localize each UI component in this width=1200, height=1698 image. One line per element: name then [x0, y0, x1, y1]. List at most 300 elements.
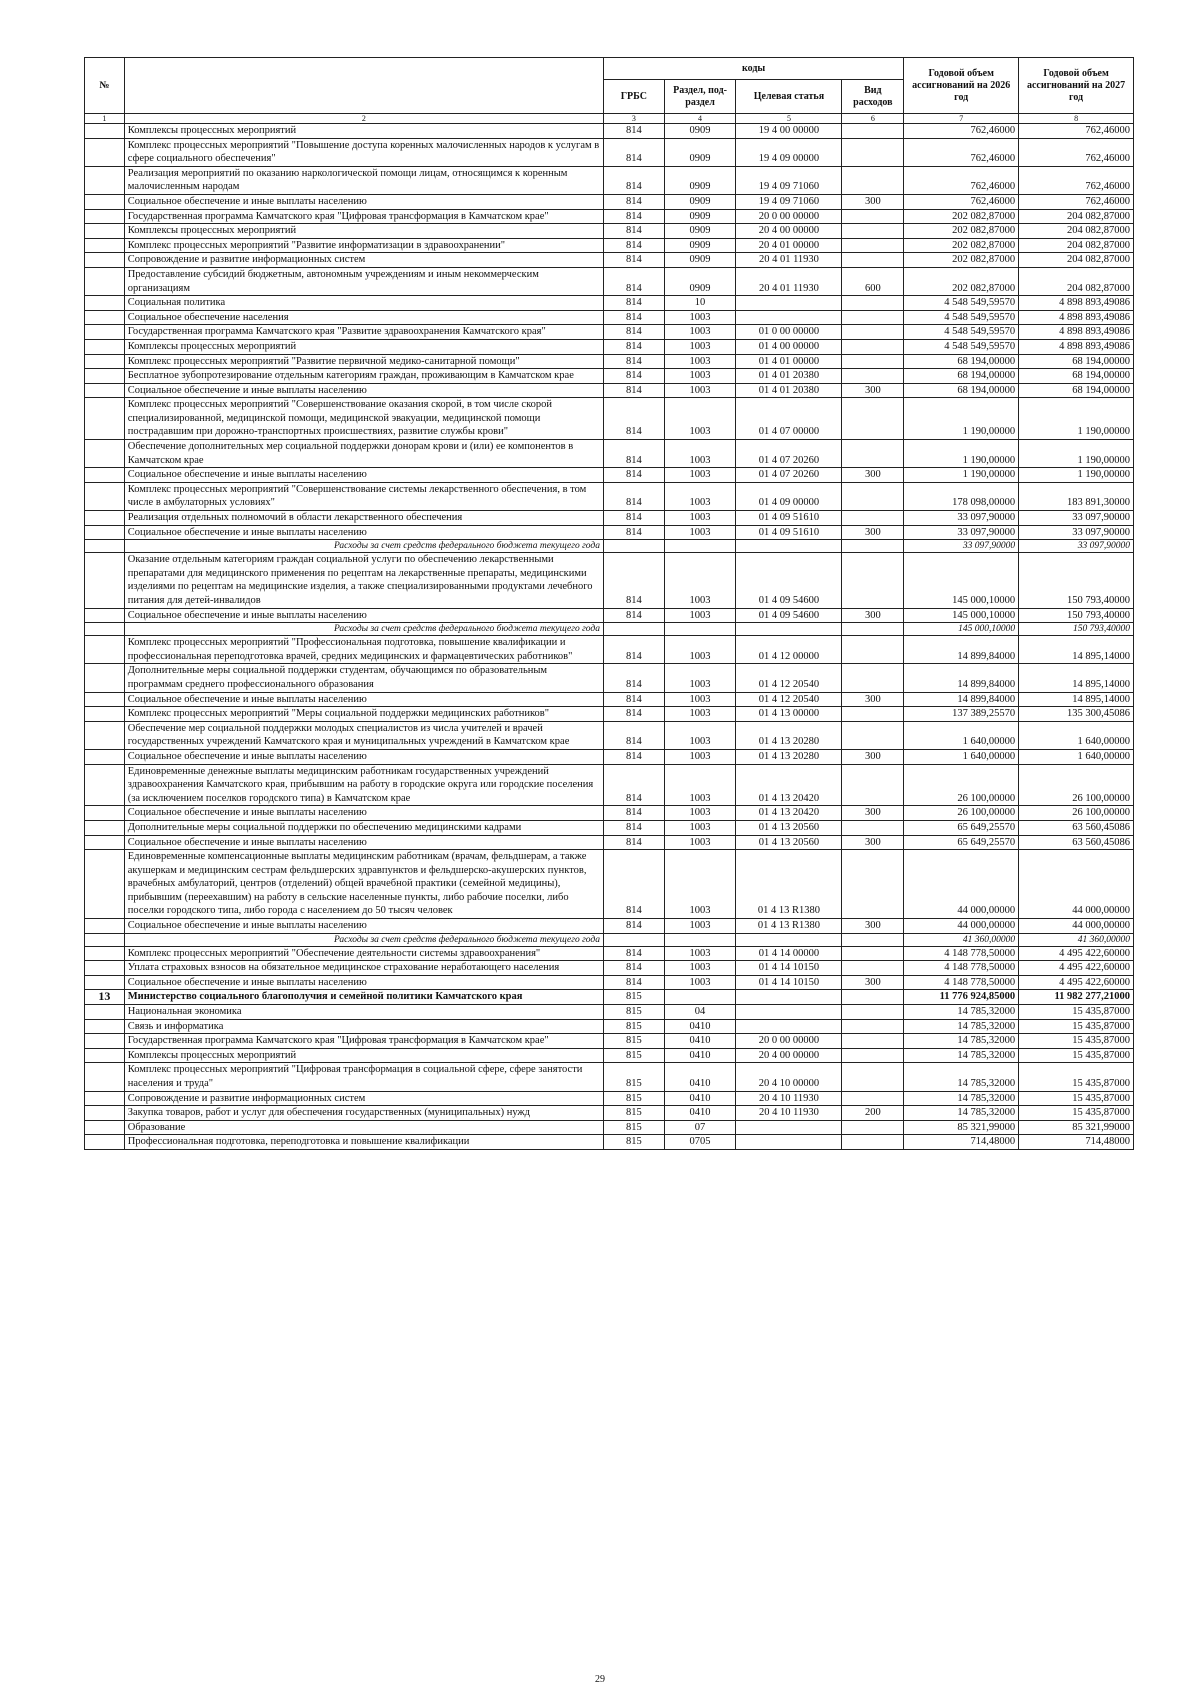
row-grbs: 814: [603, 124, 664, 139]
row-expense-type: [842, 664, 904, 692]
row-target-article: [736, 990, 842, 1005]
row-expense-type: [842, 850, 904, 919]
header-y2027: Годовой объем ассигнований на 2027 год: [1019, 58, 1134, 114]
row-name: Дополнительные меры социальной поддержки по обеспечению медицинскими кадрами: [124, 820, 603, 835]
table-row: [85, 398, 1134, 440]
row-name: Социальная политика: [124, 296, 603, 311]
table-row: [85, 664, 1134, 692]
row-razdel: 1003: [664, 721, 736, 749]
row-grbs: 814: [603, 398, 664, 440]
row-target-article: 01 4 13 R1380: [736, 850, 842, 919]
row-expense-type: [842, 511, 904, 526]
row-grbs: 814: [603, 354, 664, 369]
table-row: [85, 310, 1134, 325]
table-row: [85, 1005, 1134, 1020]
row-amount-2027: 15 435,87000: [1019, 1019, 1134, 1034]
row-grbs: 815: [603, 1135, 664, 1150]
row-grbs: 814: [603, 296, 664, 311]
table-body: [85, 124, 1134, 1150]
row-number: [85, 354, 125, 369]
table-row: [85, 511, 1134, 526]
col-index: 4: [664, 114, 736, 124]
row-amount-2026: 202 082,87000: [904, 224, 1019, 239]
row-razdel: 04: [664, 1005, 736, 1020]
row-expense-type: [842, 209, 904, 224]
row-grbs: 814: [603, 310, 664, 325]
row-grbs: 814: [603, 721, 664, 749]
row-number: [85, 296, 125, 311]
row-grbs: 814: [603, 850, 664, 919]
row-razdel: 1003: [664, 468, 736, 483]
row-expense-type: [842, 636, 904, 664]
row-amount-2027: 68 194,00000: [1019, 383, 1134, 398]
table-row: [85, 124, 1134, 139]
row-target-article: 01 4 09 51610: [736, 525, 842, 540]
row-grbs: 815: [603, 1120, 664, 1135]
table-row: [85, 482, 1134, 510]
row-expense-type: [842, 990, 904, 1005]
table-row: [85, 253, 1134, 268]
row-target-article: 01 4 09 54600: [736, 553, 842, 608]
row-name: Обеспечение дополнительных мер социальной поддержки донорам крови и (или) ее компонентов в Камчатском крае: [124, 440, 603, 468]
row-number: [85, 1005, 125, 1020]
row-razdel: 1003: [664, 553, 736, 608]
row-amount-2026: 26 100,00000: [904, 806, 1019, 821]
federal-budget-row: [85, 623, 1134, 636]
table-row: [85, 919, 1134, 934]
row-expense-type: 300: [842, 975, 904, 990]
row-name: Расходы за счет средств федерального бюджета текущего года: [124, 540, 603, 553]
row-number: [85, 707, 125, 722]
row-name: Комплекс процессных мероприятий "Совершенствование системы лекарственного обеспечения, в том числе в амбулаторных условиях": [124, 482, 603, 510]
column-index-row: [85, 114, 1134, 124]
table-row: [85, 806, 1134, 821]
header-name: [124, 58, 603, 114]
row-grbs: 814: [603, 707, 664, 722]
row-amount-2027: 15 435,87000: [1019, 1063, 1134, 1091]
row-amount-2026: 145 000,10000: [904, 623, 1019, 636]
row-name: Социальное обеспечение и иные выплаты населению: [124, 468, 603, 483]
row-expense-type: [842, 398, 904, 440]
row-amount-2026: 145 000,10000: [904, 553, 1019, 608]
row-expense-type: [842, 138, 904, 166]
row-number: [85, 806, 125, 821]
row-amount-2027: 15 435,87000: [1019, 1048, 1134, 1063]
row-name: Национальная экономика: [124, 1005, 603, 1020]
row-razdel: 1003: [664, 511, 736, 526]
row-grbs: [603, 540, 664, 553]
row-number: [85, 166, 125, 194]
row-amount-2026: 11 776 924,85000: [904, 990, 1019, 1005]
row-amount-2027: 150 793,40000: [1019, 553, 1134, 608]
row-razdel: 0909: [664, 238, 736, 253]
row-expense-type: [842, 325, 904, 340]
row-grbs: 814: [603, 806, 664, 821]
row-razdel: 0909: [664, 267, 736, 295]
row-number: [85, 138, 125, 166]
row-grbs: 814: [603, 194, 664, 209]
row-amount-2027: 33 097,90000: [1019, 525, 1134, 540]
row-amount-2027: 204 082,87000: [1019, 267, 1134, 295]
row-amount-2026: 202 082,87000: [904, 238, 1019, 253]
table-row: [85, 383, 1134, 398]
row-number: [85, 440, 125, 468]
row-amount-2027: 150 793,40000: [1019, 608, 1134, 623]
row-target-article: [736, 296, 842, 311]
row-name: Комплексы процессных мероприятий: [124, 124, 603, 139]
row-target-article: 01 4 09 51610: [736, 511, 842, 526]
row-razdel: 1003: [664, 310, 736, 325]
row-name: Социальное обеспечение и иные выплаты населению: [124, 525, 603, 540]
row-grbs: 814: [603, 749, 664, 764]
row-amount-2027: 204 082,87000: [1019, 253, 1134, 268]
row-expense-type: [842, 296, 904, 311]
table-row: [85, 1091, 1134, 1106]
row-number: [85, 835, 125, 850]
budget-table-sheet: [84, 57, 1134, 1150]
table-row: [85, 835, 1134, 850]
row-razdel: 0705: [664, 1135, 736, 1150]
row-name: Социальное обеспечение и иные выплаты населению: [124, 692, 603, 707]
row-name: Комплексы процессных мероприятий: [124, 224, 603, 239]
row-grbs: [603, 623, 664, 636]
row-amount-2027: 4 898 893,49086: [1019, 310, 1134, 325]
row-amount-2027: 26 100,00000: [1019, 764, 1134, 806]
row-expense-type: [842, 540, 904, 553]
row-name: Государственная программа Камчатского края "Цифровая трансформация в Камчатском крае": [124, 209, 603, 224]
row-expense-type: 300: [842, 383, 904, 398]
row-name: Комплекс процессных мероприятий "Повышение доступа коренных малочисленных народов к услугам в сфере социального обеспечения": [124, 138, 603, 166]
row-name: Социальное обеспечение и иные выплаты населению: [124, 194, 603, 209]
table-row: [85, 1048, 1134, 1063]
row-number: [85, 1106, 125, 1121]
row-amount-2027: 63 560,45086: [1019, 835, 1134, 850]
row-amount-2026: 65 649,25570: [904, 835, 1019, 850]
row-target-article: 01 4 07 00000: [736, 398, 842, 440]
header-y2026: Годовой объем ассигнований на 2026 год: [904, 58, 1019, 114]
table-row: [85, 354, 1134, 369]
row-razdel: 1003: [664, 339, 736, 354]
row-number: [85, 468, 125, 483]
row-number: [85, 383, 125, 398]
row-amount-2027: 15 435,87000: [1019, 1091, 1134, 1106]
row-amount-2026: 1 190,00000: [904, 468, 1019, 483]
row-razdel: 10: [664, 296, 736, 311]
row-razdel: 1003: [664, 806, 736, 821]
row-amount-2027: 1 640,00000: [1019, 749, 1134, 764]
row-number: [85, 482, 125, 510]
row-target-article: [736, 623, 842, 636]
row-number: [85, 253, 125, 268]
row-expense-type: [842, 764, 904, 806]
table-row: [85, 636, 1134, 664]
col-index: 8: [1019, 114, 1134, 124]
row-number: [85, 623, 125, 636]
row-target-article: 20 4 10 11930: [736, 1106, 842, 1121]
row-amount-2027: 714,48000: [1019, 1135, 1134, 1150]
row-grbs: 814: [603, 468, 664, 483]
table-row: [85, 608, 1134, 623]
row-amount-2026: 1 640,00000: [904, 749, 1019, 764]
row-razdel: 0909: [664, 166, 736, 194]
col-index: 7: [904, 114, 1019, 124]
row-grbs: 814: [603, 166, 664, 194]
table-row: [85, 339, 1134, 354]
federal-budget-row: [85, 933, 1134, 946]
table-row: [85, 721, 1134, 749]
row-amount-2027: 150 793,40000: [1019, 623, 1134, 636]
row-amount-2026: 65 649,25570: [904, 820, 1019, 835]
row-razdel: 0410: [664, 1019, 736, 1034]
federal-budget-row: [85, 540, 1134, 553]
table-row: [85, 238, 1134, 253]
row-expense-type: [842, 623, 904, 636]
row-expense-type: [842, 482, 904, 510]
row-amount-2026: 33 097,90000: [904, 511, 1019, 526]
row-target-article: [736, 933, 842, 946]
row-number: [85, 511, 125, 526]
row-amount-2027: 33 097,90000: [1019, 540, 1134, 553]
col-index: 3: [603, 114, 664, 124]
row-expense-type: [842, 553, 904, 608]
row-expense-type: [842, 253, 904, 268]
row-expense-type: 600: [842, 267, 904, 295]
row-grbs: 814: [603, 267, 664, 295]
row-razdel: 0410: [664, 1034, 736, 1049]
table-row: [85, 990, 1134, 1005]
row-amount-2027: 762,46000: [1019, 138, 1134, 166]
row-grbs: 815: [603, 1048, 664, 1063]
row-name: Комплексы процессных мероприятий: [124, 1048, 603, 1063]
row-amount-2027: 4 898 893,49086: [1019, 339, 1134, 354]
row-target-article: [736, 1019, 842, 1034]
row-name: Обеспечение мер социальной поддержки молодых специалистов из числа учителей и врачей государственных учреждений Камчатского края и муниципальных учреждений в Камчатском крае: [124, 721, 603, 749]
row-amount-2027: 204 082,87000: [1019, 224, 1134, 239]
row-number: [85, 946, 125, 961]
row-number: [85, 1063, 125, 1091]
row-razdel: 1003: [664, 369, 736, 384]
row-target-article: 01 0 00 00000: [736, 325, 842, 340]
row-number: [85, 721, 125, 749]
row-amount-2026: 26 100,00000: [904, 764, 1019, 806]
row-expense-type: 300: [842, 749, 904, 764]
row-amount-2026: 14 785,32000: [904, 1019, 1019, 1034]
table-row: [85, 820, 1134, 835]
header-vr: Вид расходов: [842, 80, 904, 114]
row-razdel: [664, 540, 736, 553]
row-expense-type: 300: [842, 692, 904, 707]
row-target-article: 01 4 09 00000: [736, 482, 842, 510]
row-amount-2027: 44 000,00000: [1019, 919, 1134, 934]
row-razdel: 1003: [664, 440, 736, 468]
row-amount-2026: 4 148 778,50000: [904, 975, 1019, 990]
row-amount-2026: 4 548 549,59570: [904, 325, 1019, 340]
row-name: Единовременные денежные выплаты медицинским работникам государственных учреждений здравоохранения Камчатского края, прибывшим на работу в городские округа или городские поселения (за исключением поселков городского типа) в Камчатском крае: [124, 764, 603, 806]
row-razdel: 0410: [664, 1063, 736, 1091]
row-amount-2026: 714,48000: [904, 1135, 1019, 1150]
row-expense-type: [842, 707, 904, 722]
header-num: №: [85, 58, 125, 114]
row-razdel: 0909: [664, 124, 736, 139]
row-grbs: 815: [603, 1005, 664, 1020]
table-row: [85, 961, 1134, 976]
row-name: Комплексы процессных мероприятий: [124, 339, 603, 354]
row-target-article: 01 4 14 00000: [736, 946, 842, 961]
row-amount-2027: 14 895,14000: [1019, 692, 1134, 707]
row-grbs: 814: [603, 919, 664, 934]
row-amount-2027: 14 895,14000: [1019, 636, 1134, 664]
row-razdel: [664, 933, 736, 946]
row-razdel: 0410: [664, 1091, 736, 1106]
row-name: Бесплатное зубопротезирование отдельным категориям граждан, проживающим в Камчатском крае: [124, 369, 603, 384]
row-amount-2027: 762,46000: [1019, 124, 1134, 139]
header-row-1: [85, 58, 1134, 80]
table-row: [85, 325, 1134, 340]
row-grbs: 814: [603, 553, 664, 608]
table-row: [85, 267, 1134, 295]
row-razdel: 1003: [664, 835, 736, 850]
row-name: Комплекс процессных мероприятий "Цифровая трансформация в социальной сфере, сфере занятости населения и труда": [124, 1063, 603, 1091]
row-razdel: 0909: [664, 194, 736, 209]
table-row: [85, 946, 1134, 961]
row-number: [85, 961, 125, 976]
header-cs: Целевая статья: [736, 80, 842, 114]
row-name: Социальное обеспечение и иные выплаты населению: [124, 975, 603, 990]
row-amount-2026: 202 082,87000: [904, 267, 1019, 295]
row-name: Реализация мероприятий по оказанию наркологической помощи лицам, относящимся к коренным малочисленным народам: [124, 166, 603, 194]
page-number: 29: [595, 1674, 605, 1685]
row-number: 13: [85, 990, 125, 1005]
table-row: [85, 764, 1134, 806]
table-row: [85, 194, 1134, 209]
row-number: [85, 1091, 125, 1106]
row-amount-2026: 762,46000: [904, 138, 1019, 166]
row-name: Комплекс процессных мероприятий "Развитие первичной медико-санитарной помощи": [124, 354, 603, 369]
row-target-article: 01 4 13 20280: [736, 749, 842, 764]
row-expense-type: [842, 166, 904, 194]
row-number: [85, 636, 125, 664]
row-razdel: 1003: [664, 692, 736, 707]
row-name: Комплекс процессных мероприятий "Обеспечение деятельности системы здравоохранения": [124, 946, 603, 961]
row-grbs: 815: [603, 1063, 664, 1091]
row-razdel: 1003: [664, 383, 736, 398]
row-amount-2027: 33 097,90000: [1019, 511, 1134, 526]
row-expense-type: [842, 1091, 904, 1106]
row-expense-type: [842, 1019, 904, 1034]
row-number: [85, 540, 125, 553]
row-number: [85, 975, 125, 990]
row-target-article: 19 4 09 00000: [736, 138, 842, 166]
row-target-article: 01 4 12 20540: [736, 692, 842, 707]
row-amount-2026: 44 000,00000: [904, 919, 1019, 934]
row-amount-2027: 1 190,00000: [1019, 468, 1134, 483]
row-name: Расходы за счет средств федерального бюджета текущего года: [124, 933, 603, 946]
row-name: Связь и информатика: [124, 1019, 603, 1034]
row-amount-2027: 85 321,99000: [1019, 1120, 1134, 1135]
row-name: Комплекс процессных мероприятий "Профессиональная подготовка, повышение квалификации и профессиональная переподготовка врачей, средних медицинских и фармацевтических работников": [124, 636, 603, 664]
row-target-article: 01 4 07 20260: [736, 440, 842, 468]
table-row: [85, 166, 1134, 194]
row-amount-2027: 1 190,00000: [1019, 398, 1134, 440]
row-target-article: [736, 1120, 842, 1135]
row-target-article: 19 4 00 00000: [736, 124, 842, 139]
table-row: [85, 749, 1134, 764]
row-grbs: 815: [603, 1106, 664, 1121]
row-amount-2026: 41 360,00000: [904, 933, 1019, 946]
table-row: [85, 1034, 1134, 1049]
row-number: [85, 398, 125, 440]
row-amount-2027: 11 982 277,21000: [1019, 990, 1134, 1005]
row-grbs: 814: [603, 975, 664, 990]
row-amount-2026: 14 899,84000: [904, 664, 1019, 692]
row-amount-2026: 14 785,32000: [904, 1005, 1019, 1020]
row-amount-2026: 762,46000: [904, 124, 1019, 139]
table-row: [85, 224, 1134, 239]
row-target-article: [736, 1005, 842, 1020]
row-name: Министерство социального благополучия и семейной политики Камчатского края: [124, 990, 603, 1005]
row-grbs: 814: [603, 961, 664, 976]
row-number: [85, 209, 125, 224]
row-amount-2027: 762,46000: [1019, 166, 1134, 194]
row-name: Социальное обеспечение и иные выплаты населению: [124, 806, 603, 821]
row-amount-2027: 63 560,45086: [1019, 820, 1134, 835]
row-name: Социальное обеспечение населения: [124, 310, 603, 325]
row-expense-type: 300: [842, 835, 904, 850]
row-target-article: 20 4 10 11930: [736, 1091, 842, 1106]
row-number: [85, 267, 125, 295]
row-amount-2026: 68 194,00000: [904, 383, 1019, 398]
row-grbs: 814: [603, 664, 664, 692]
row-target-article: 01 4 01 00000: [736, 354, 842, 369]
row-razdel: 0909: [664, 209, 736, 224]
row-amount-2026: 202 082,87000: [904, 209, 1019, 224]
row-name: Комплекс процессных мероприятий "Меры социальной поддержки медицинских работников": [124, 707, 603, 722]
row-number: [85, 224, 125, 239]
row-amount-2027: 183 891,30000: [1019, 482, 1134, 510]
row-grbs: 814: [603, 325, 664, 340]
row-razdel: [664, 623, 736, 636]
table-row: [85, 1120, 1134, 1135]
row-expense-type: [842, 224, 904, 239]
row-razdel: 0909: [664, 224, 736, 239]
table-row: [85, 707, 1134, 722]
row-amount-2027: 26 100,00000: [1019, 806, 1134, 821]
row-target-article: 01 4 00 00000: [736, 339, 842, 354]
row-target-article: 01 4 13 20280: [736, 721, 842, 749]
row-grbs: 814: [603, 482, 664, 510]
row-razdel: 1003: [664, 764, 736, 806]
row-razdel: 07: [664, 1120, 736, 1135]
row-razdel: 1003: [664, 608, 736, 623]
row-name: Предоставление субсидий бюджетным, автономным учреждениям и иным некоммерческим организациям: [124, 267, 603, 295]
row-razdel: 1003: [664, 664, 736, 692]
row-expense-type: 300: [842, 468, 904, 483]
row-amount-2026: 68 194,00000: [904, 369, 1019, 384]
row-target-article: 01 4 09 54600: [736, 608, 842, 623]
row-number: [85, 764, 125, 806]
row-number: [85, 919, 125, 934]
row-number: [85, 325, 125, 340]
row-grbs: 814: [603, 383, 664, 398]
row-expense-type: 300: [842, 525, 904, 540]
row-expense-type: [842, 1120, 904, 1135]
row-amount-2026: 33 097,90000: [904, 540, 1019, 553]
row-number: [85, 553, 125, 608]
row-target-article: 01 4 07 20260: [736, 468, 842, 483]
row-number: [85, 933, 125, 946]
row-target-article: [736, 1135, 842, 1150]
row-amount-2026: 4 548 549,59570: [904, 310, 1019, 325]
